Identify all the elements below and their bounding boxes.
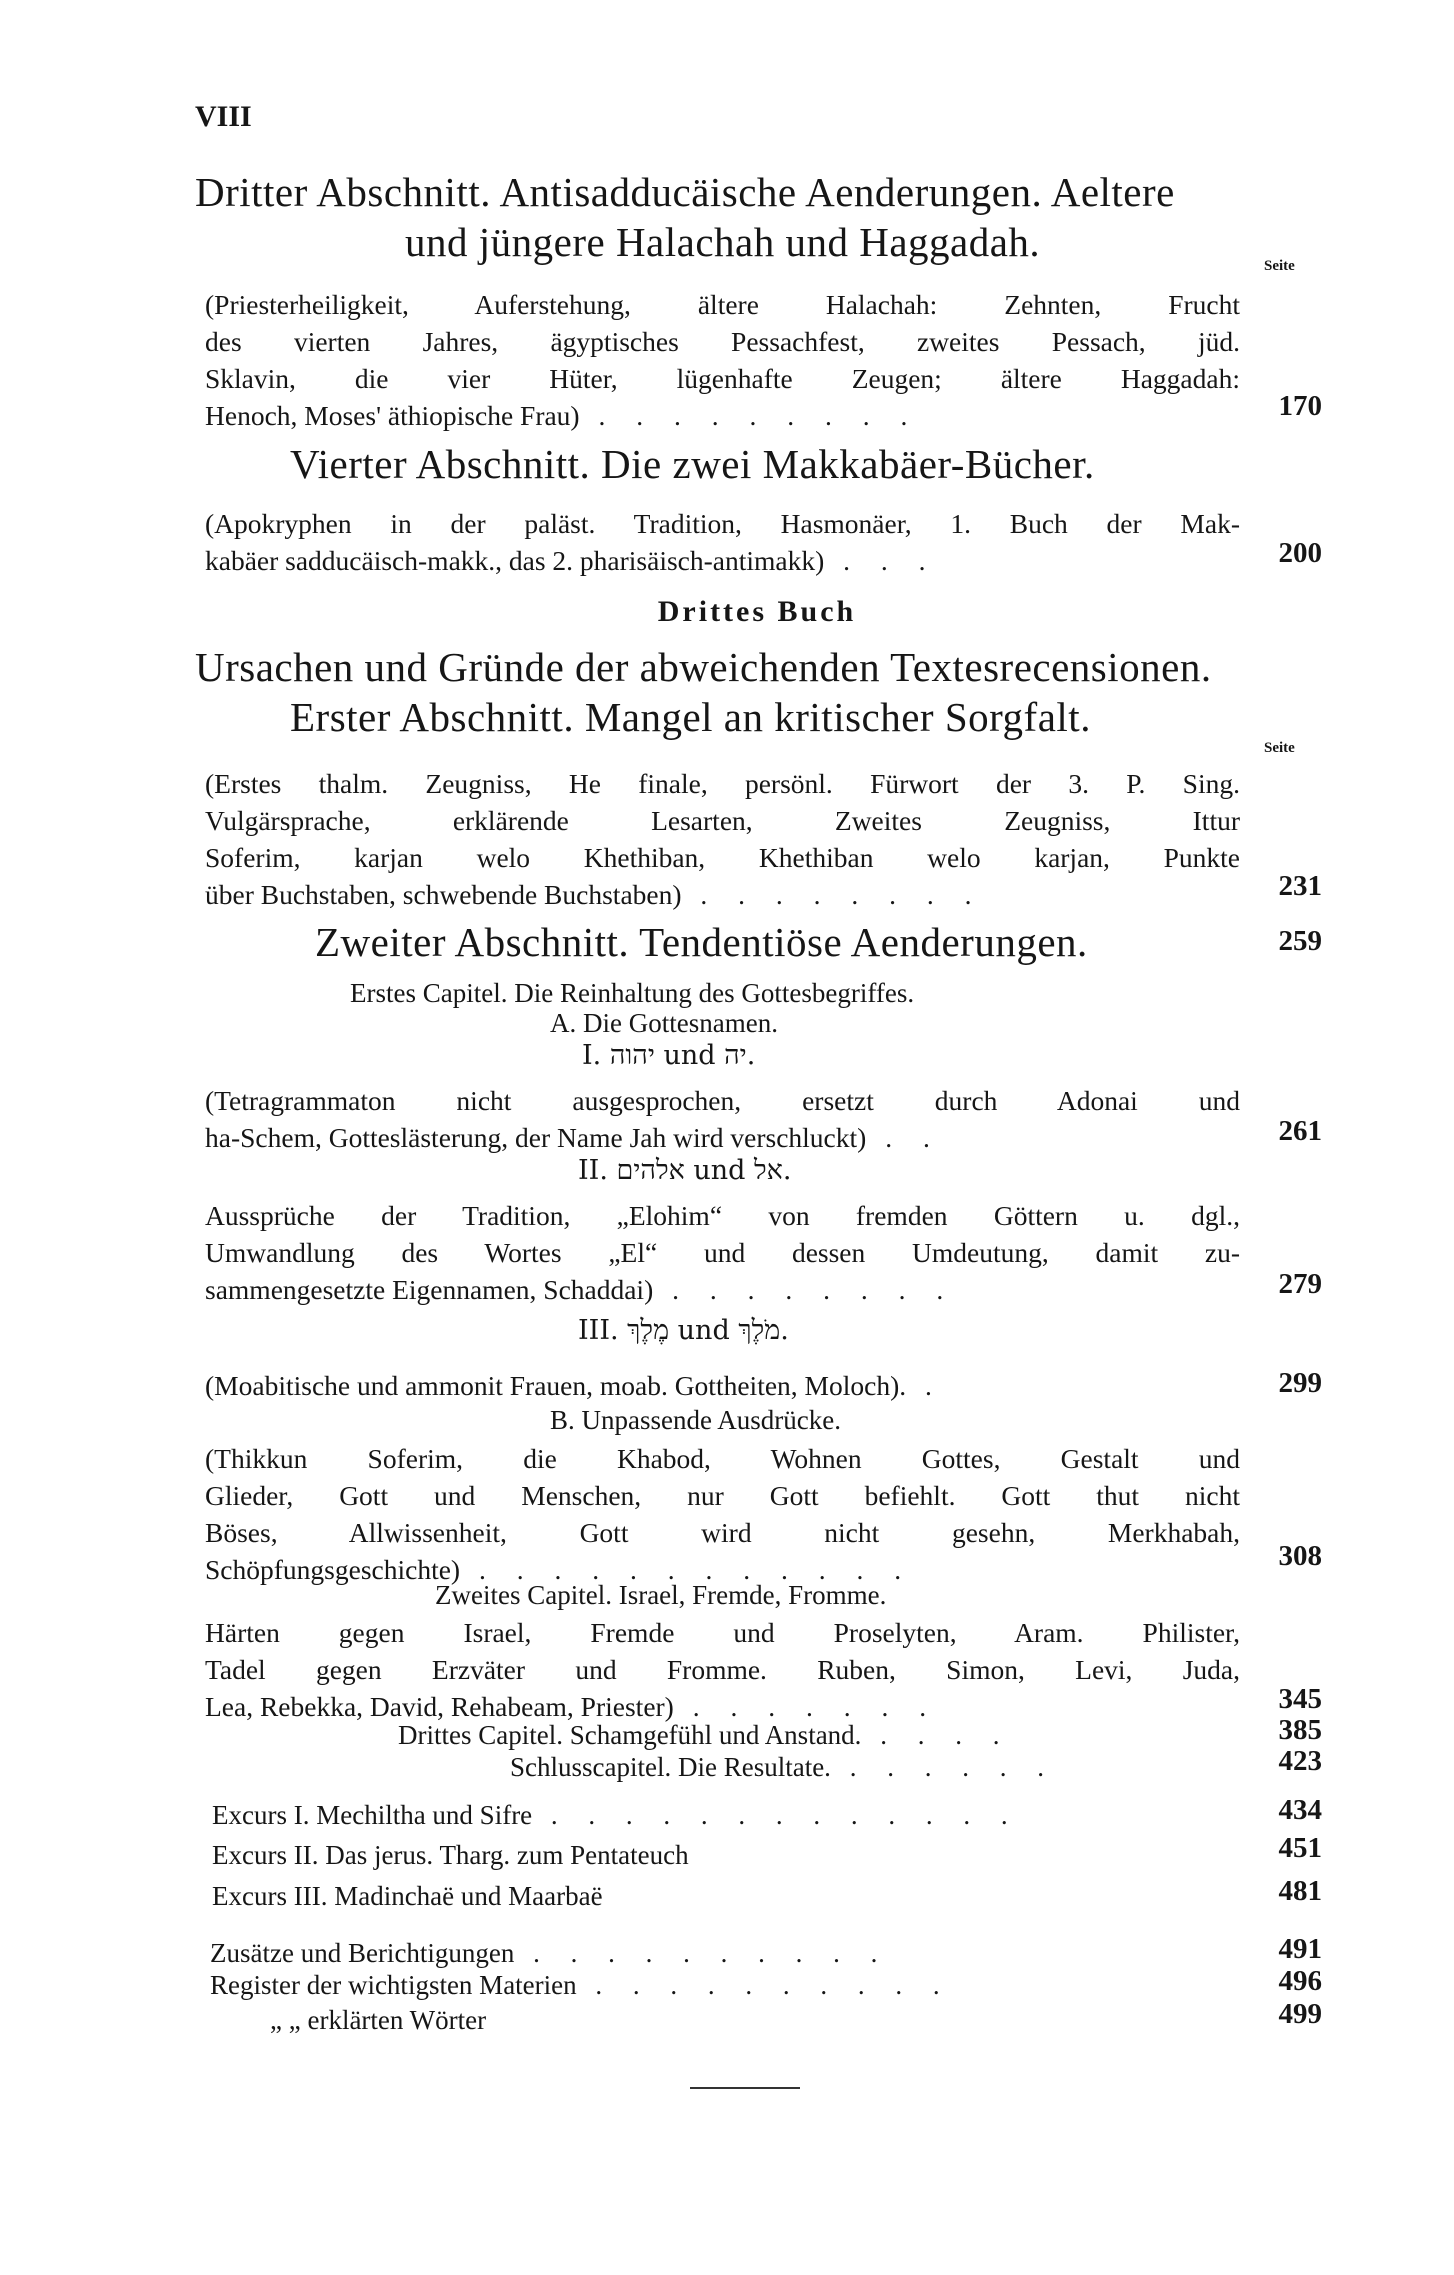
- desc-line: Böses, Allwissenheit, Gott wird nicht gesehn, Merkhabah,: [205, 1517, 1240, 1548]
- page-number: 231: [1278, 870, 1322, 902]
- page-number: 451: [1278, 1832, 1322, 1864]
- desc-line-text: Lea, Rebekka, David, Rehabeam, Priester): [205, 1691, 674, 1722]
- page-number: 299: [1278, 1367, 1322, 1399]
- section-description: [205, 1197, 1240, 1308]
- section-description: [205, 1082, 1240, 1156]
- page-number: 491: [1278, 1933, 1322, 1965]
- chapter-heading-text: Schlusscapitel. Die Resultate.: [510, 1752, 831, 1782]
- page-number: 308: [1278, 1540, 1322, 1572]
- desc-line: Lea, Rebekka, David, Rehabeam, Priester) . . . . . . .: [205, 1691, 939, 1722]
- desc-line: (Priesterheiligkeit, Auferstehung, ältere Halachah: Zehnten, Frucht: [205, 289, 1240, 320]
- desc-line: sammengesetzte Eigennamen, Schaddai) . . . . . . . .: [205, 1274, 956, 1305]
- section-heading-vierter-abschnitt: Vierter Abschnitt. Die zwei Makkabäer-Bücher.: [290, 441, 1095, 487]
- desc-line: (Thikkun Soferim, die Khabod, Wohnen Gottes, Gestalt und: [205, 1443, 1240, 1474]
- chapter-heading: Erstes Capitel. Die Reinhaltung des Gottesbegriffes.: [350, 978, 915, 1008]
- section-description: [205, 765, 1240, 913]
- seite-label: Seite: [1264, 258, 1295, 274]
- desc-line-text: Henoch, Moses' äthiopische Frau): [205, 400, 580, 431]
- page-number: 434: [1278, 1794, 1322, 1826]
- desc-line: Vulgärsprache, erklärende Lesarten, Zweites Zeugniss, Ittur: [205, 805, 1240, 836]
- section-heading-erster-abschnitt: Erster Abschnitt. Mangel an kritischer Sorgfalt.: [290, 694, 1091, 740]
- desc-line: Schöpfungsgeschichte) . . . . . . . . . . . .: [205, 1554, 914, 1585]
- page-number: 499: [1278, 1998, 1322, 2030]
- page-number: 170: [1278, 390, 1322, 422]
- chapter-heading-text: Drittes Capitel. Schamgefühl und Anstand.: [398, 1720, 862, 1750]
- desc-line: Glieder, Gott und Menschen, nur Gott befiehlt. Gott thut nicht: [205, 1480, 1240, 1511]
- page-number: 496: [1278, 1965, 1322, 1997]
- desc-line-text: ha-Schem, Gotteslästerung, der Name Jah wird verschluckt): [205, 1122, 867, 1153]
- section-heading-dritter-abschnitt: Dritter Abschnitt. Antisadducäische Aenderungen. Aeltere: [195, 169, 1175, 215]
- seite-label: Seite: [1264, 740, 1295, 756]
- desc-line: Henoch, Moses' äthiopische Frau) . . . . . . . . .: [205, 400, 920, 431]
- closing-rule: [690, 2087, 800, 2089]
- page-number: 259: [1278, 925, 1322, 957]
- section-description: [205, 286, 1240, 434]
- section-heading-dritter-abschnitt-line2: und jüngere Halachah und Haggadah.: [405, 219, 1041, 265]
- chapter-heading: Zweites Capitel. Israel, Fremde, Fromme.: [435, 1580, 887, 1610]
- desc-line-text: kabäer sadducäisch-makk., das 2. pharisäisch-antimakk): [205, 545, 825, 576]
- subsection-heading: I. יהוה und יה.: [582, 1040, 756, 1071]
- desc-line: Tadel gegen Erzväter und Fromme. Ruben, Simon, Levi, Juda,: [205, 1654, 1240, 1685]
- section-description: [205, 1440, 1240, 1588]
- page-number: 261: [1278, 1115, 1322, 1147]
- desc-line: Soferim, karjan welo Khethiban, Khethiban welo karjan, Punkte: [205, 842, 1240, 873]
- desc-line: (Moabitische und ammonit Frauen, moab. Gottheiten, Moloch). .: [205, 1370, 944, 1401]
- folio-number: VIII: [195, 100, 252, 133]
- page-number: 279: [1278, 1268, 1322, 1300]
- toc-entry: Zusätze und Berichtigungen . . . . . . . . . .: [210, 1938, 890, 1968]
- desc-line: (Tetragrammaton nicht ausgesprochen, ersetzt durch Adonai und: [205, 1085, 1240, 1116]
- page-number: 345: [1278, 1683, 1322, 1715]
- toc-entry-label: Zusätze und Berichtigungen: [210, 1938, 515, 1968]
- desc-line: Umwandlung des Wortes „El“ und dessen Umdeutung, damit zu-: [205, 1237, 1240, 1268]
- subsection-heading: II. אלהים und אל.: [578, 1155, 792, 1186]
- desc-line: über Buchstaben, schwebende Buchstaben) . . . . . . . .: [205, 879, 984, 910]
- desc-line: kabäer sadducäisch-makk., das 2. pharisäisch-antimakk) . . .: [205, 545, 938, 576]
- section-description: [205, 505, 1240, 579]
- desc-line: (Apokryphen in der paläst. Tradition, Hasmonäer, 1. Buch der Mak-: [205, 508, 1240, 539]
- desc-line: Aussprüche der Tradition, „Elohim“ von fremden Göttern u. dgl.,: [205, 1200, 1240, 1231]
- toc-entry: Excurs I. Mechiltha und Sifre . . . . . . . . . . . . .: [212, 1800, 1020, 1830]
- desc-line: Härten gegen Israel, Fremde und Proselyten, Aram. Philister,: [205, 1617, 1240, 1648]
- section-description: [205, 1614, 1240, 1725]
- page-number: 200: [1278, 537, 1322, 569]
- toc-entry-label: Excurs I. Mechiltha und Sifre: [212, 1800, 533, 1830]
- desc-line: Sklavin, die vier Hüter, lügenhafte Zeugen; ältere Haggadah:: [205, 363, 1240, 394]
- section-heading-zweiter-abschnitt: Zweiter Abschnitt. Tendentiöse Aenderungen.: [315, 919, 1088, 965]
- desc-line: (Erstes thalm. Zeugniss, He finale, persönl. Fürwort der 3. P. Sing.: [205, 768, 1240, 799]
- subsection-heading: III. מֶלֶךְ und מֹלֶךְ.: [578, 1315, 789, 1346]
- book-title: Drittes Buch: [657, 595, 857, 628]
- desc-line-text: (Moabitische und ammonit Frauen, moab. Gottheiten, Moloch).: [205, 1370, 907, 1401]
- toc-entry: Excurs II. Das jerus. Tharg. zum Pentateuch: [212, 1840, 689, 1870]
- chapter-heading: Drittes Capitel. Schamgefühl und Anstand. . . . .: [398, 1720, 1012, 1750]
- page-number: 423: [1278, 1745, 1322, 1777]
- book-subtitle: Ursachen und Gründe der abweichenden Textesrecensionen.: [195, 644, 1212, 690]
- section-description: [205, 1367, 1240, 1404]
- page-number: 481: [1278, 1875, 1322, 1907]
- page-number: 385: [1278, 1714, 1322, 1746]
- toc-entry: Register der wichtigsten Materien . . . . . . . . . .: [210, 1970, 952, 2000]
- toc-entry: Excurs III. Madinchaë und Maarbaë: [212, 1881, 603, 1911]
- desc-line: ha-Schem, Gotteslästerung, der Name Jah wird verschluckt) . .: [205, 1122, 942, 1153]
- toc-entry-label: Register der wichtigsten Materien: [210, 1970, 577, 2000]
- toc-entry: „ „ erklärten Wörter: [270, 2005, 487, 2035]
- desc-line: des vierten Jahres, ägyptisches Pessachfest, zweites Pessach, jüd.: [205, 326, 1240, 357]
- subsection-heading: B. Unpassende Ausdrücke.: [550, 1405, 841, 1435]
- desc-line-text: Schöpfungsgeschichte): [205, 1554, 461, 1585]
- subsection-heading: A. Die Gottesnamen.: [550, 1008, 778, 1038]
- desc-line-text: über Buchstaben, schwebende Buchstaben): [205, 879, 682, 910]
- chapter-heading: Schlusscapitel. Die Resultate. . . . . . .: [510, 1752, 1056, 1782]
- desc-line-text: sammengesetzte Eigennamen, Schaddai): [205, 1274, 654, 1305]
